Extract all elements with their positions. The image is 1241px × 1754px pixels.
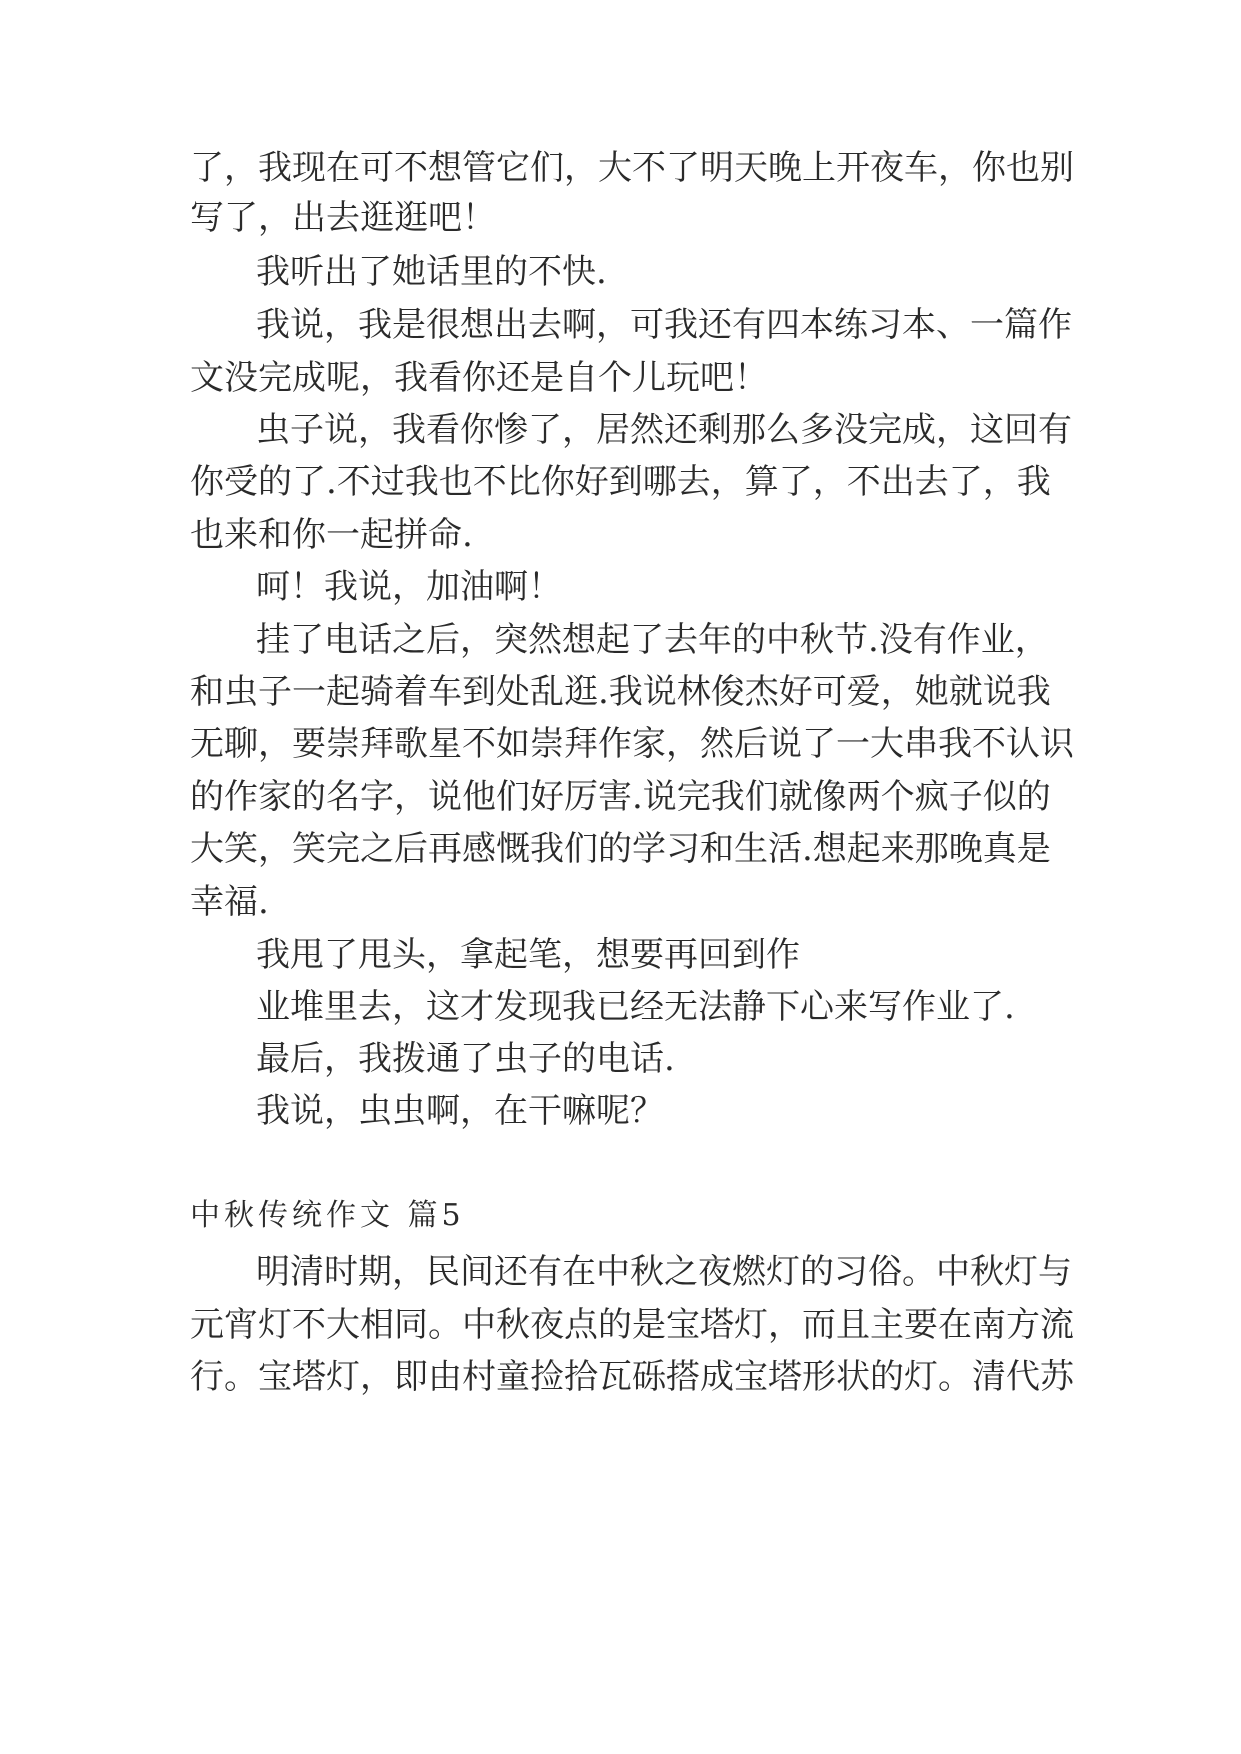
paragraph-line: 最后，我拨通了虫子的电话.	[256, 1039, 675, 1079]
paragraph-line: 文没完成呢，我看你还是自个儿玩吧！	[190, 358, 768, 398]
paragraph-line: 元宵灯不大相同。中秋夜点的是宝塔灯，而且主要在南方流	[190, 1305, 1074, 1345]
paragraph-line: 我听出了她话里的不快.	[256, 252, 607, 292]
paragraph-line: 明清时期，民间还有在中秋之夜燃灯的习俗。中秋灯与	[256, 1252, 1072, 1292]
section-heading: 中秋传统作文 篇5	[190, 1198, 465, 1233]
paragraph-line: 了，我现在可不想管它们，大不了明天晚上开夜车，你也别	[190, 148, 1074, 188]
paragraph-line: 行。宝塔灯，即由村童捡拾瓦砾搭成宝塔形状的灯。清代苏	[190, 1357, 1074, 1397]
paragraph-line: 的作家的名字，说他们好厉害.说完我们就像两个疯子似的	[190, 777, 1051, 817]
paragraph-line: 我甩了甩头，拿起笔，想要再回到作	[256, 935, 800, 975]
paragraph-line: 我说，虫虫啊，在干嘛呢？	[256, 1091, 664, 1131]
paragraph-line: 虫子说，我看你惨了，居然还剩那么多没完成，这回有	[256, 410, 1072, 450]
paragraph-line: 呵！我说，加油啊！	[256, 567, 562, 607]
paragraph-line: 无聊，要崇拜歌星不如崇拜作家，然后说了一大串我不认识	[190, 724, 1074, 764]
paragraph-line: 和虫子一起骑着车到处乱逛.我说林俊杰好可爱，她就说我	[190, 672, 1051, 712]
paragraph-line: 业堆里去，这才发现我已经无法静下心来写作业了.	[256, 987, 1015, 1027]
paragraph-line: 你受的了.不过我也不比你好到哪去，算了，不出去了，我	[190, 462, 1051, 502]
paragraph-line: 我说，我是很想出去啊，可我还有四本练习本、一篇作	[256, 305, 1072, 345]
paragraph-line: 挂了电话之后，突然想起了去年的中秋节.没有作业，	[256, 620, 1049, 660]
paragraph-line: 大笑，笑完之后再感慨我们的学习和生活.想起来那晚真是	[190, 829, 1051, 869]
paragraph-line: 也来和你一起拼命.	[190, 515, 473, 555]
paragraph-line: 幸福.	[190, 882, 269, 922]
paragraph-line: 写了，出去逛逛吧！	[190, 198, 496, 238]
